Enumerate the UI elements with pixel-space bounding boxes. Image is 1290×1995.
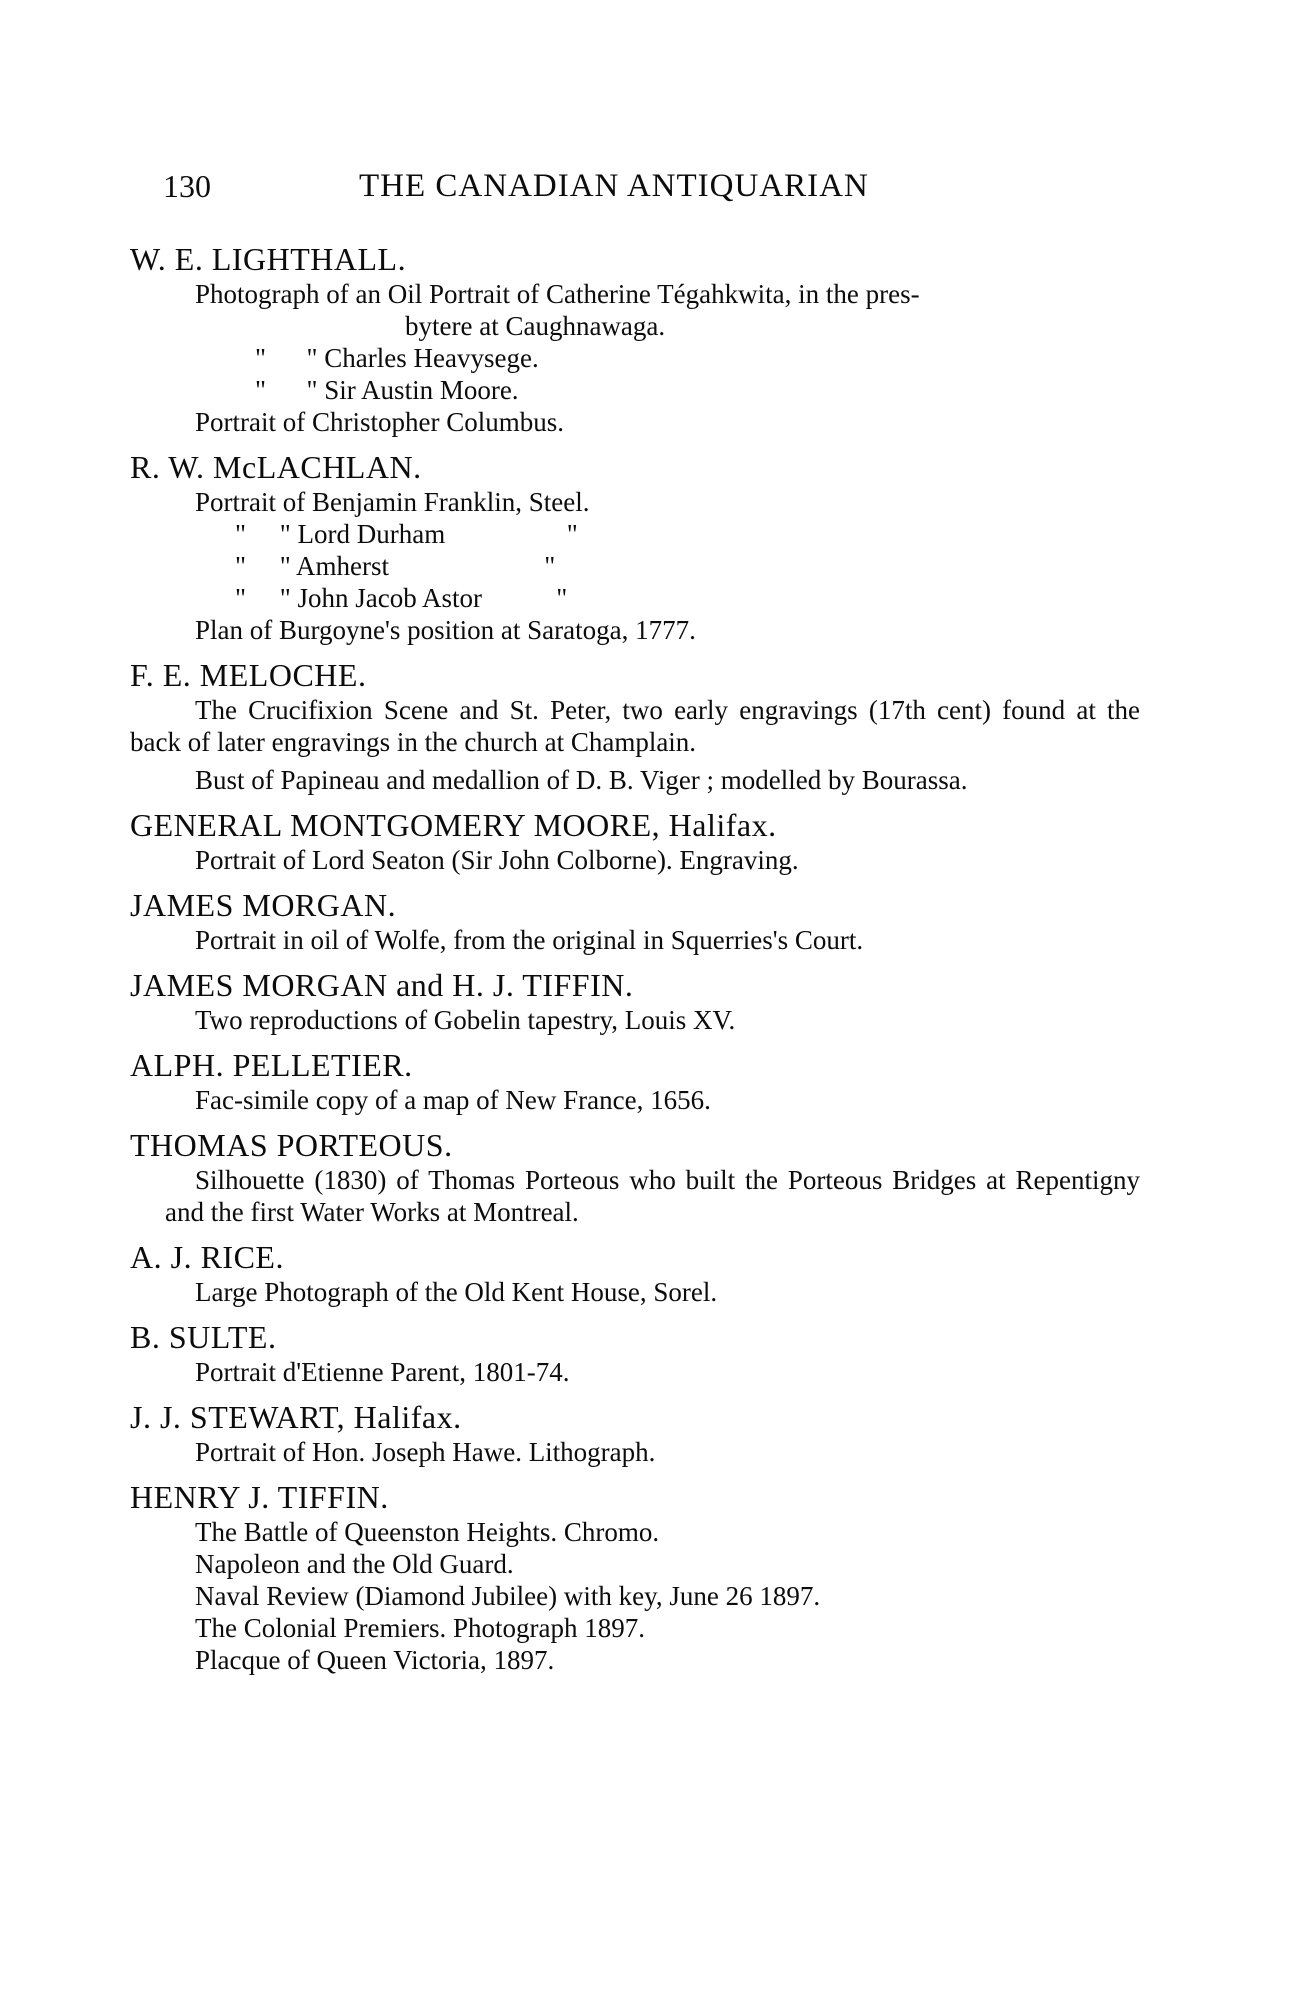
- item-line: Fac-simile copy of a map of New France, 1656.: [195, 1085, 711, 1115]
- item-line: Portrait of Benjamin Franklin, Steel.: [195, 487, 590, 517]
- donor-name: J. J. STEWART, Halifax.: [130, 1399, 462, 1435]
- item-line: Placque of Queen Victoria, 1897.: [195, 1645, 555, 1675]
- catalogue-list: [130, 240, 1170, 1676]
- entry-stewart: [130, 1398, 1170, 1468]
- donor-name: ALPH. PELLETIER.: [130, 1047, 413, 1083]
- item-line: " " Charles Heavysege.: [255, 343, 539, 373]
- donor-name: B. SULTE.: [130, 1319, 277, 1355]
- donor-name: THOMAS PORTEOUS.: [130, 1127, 453, 1163]
- item-line: The Battle of Queenston Heights. Chromo.: [195, 1517, 660, 1547]
- entry-morgan-tiffin: [130, 966, 1170, 1036]
- entry-moore: [130, 806, 1170, 876]
- entry-lighthall: [130, 240, 1170, 438]
- entry-porteous: [130, 1126, 1170, 1228]
- donor-name: F. E. MELOCHE.: [130, 657, 367, 693]
- item-line: The Colonial Premiers. Photograph 1897.: [195, 1613, 645, 1643]
- entry-tiffin: [130, 1478, 1170, 1676]
- entry-sulte: [130, 1318, 1170, 1388]
- entry-mclachlan: [130, 448, 1170, 646]
- donor-name: GENERAL MONTGOMERY MOORE, Halifax.: [130, 807, 777, 843]
- donor-name: JAMES MORGAN and H. J. TIFFIN.: [130, 967, 634, 1003]
- entry-morgan: [130, 886, 1170, 956]
- item-line: Plan of Burgoyne's position at Saratoga, 1777.: [195, 615, 696, 645]
- item-paragraph: Silhouette (1830) of Thomas Porteous who built the Porteous Bridges at Repentigny and the first Water Works at Montreal.: [165, 1165, 1140, 1227]
- donor-name: W. E. LIGHTHALL.: [130, 241, 407, 277]
- item-line: bytere at Caughnawaga.: [405, 311, 666, 341]
- item-line: " " Sir Austin Moore.: [255, 375, 519, 405]
- item-line: Portrait in oil of Wolfe, from the original in Squerries's Court.: [195, 925, 864, 955]
- running-title: THE CANADIAN ANTIQUARIAN: [359, 168, 869, 204]
- entry-pelletier: [130, 1046, 1170, 1116]
- item-line: Portrait of Lord Seaton (Sir John Colborne). Engraving.: [195, 845, 799, 875]
- item-line: Two reproductions of Gobelin tapestry, Louis XV.: [195, 1005, 736, 1035]
- item-paragraph: The Crucifixion Scene and St. Peter, two early engravings (17th cent) found at the back of later engravings in the church at Champlain.: [130, 695, 1140, 757]
- item-line: " " Lord Durham ": [235, 519, 578, 549]
- entry-rice: [130, 1238, 1170, 1308]
- item-line: Large Photograph of the Old Kent House, Sorel.: [195, 1277, 718, 1307]
- item-line: Napoleon and the Old Guard.: [195, 1549, 514, 1579]
- item-line: " " John Jacob Astor ": [235, 583, 568, 613]
- donor-name: A. J. RICE.: [130, 1239, 284, 1275]
- page-header: [163, 168, 1163, 208]
- item-line: " " Amherst ": [235, 551, 556, 581]
- donor-name: HENRY J. TIFFIN.: [130, 1479, 389, 1515]
- page-number: 130: [163, 168, 211, 204]
- donor-name: R. W. McLACHLAN.: [130, 449, 422, 485]
- entry-meloche: [130, 656, 1170, 796]
- item-line: Naval Review (Diamond Jubilee) with key, June 26 1897.: [195, 1581, 821, 1611]
- item-paragraph: Bust of Papineau and medallion of D. B. Viger ; modelled by Bourassa.: [195, 765, 968, 795]
- item-line: Portrait d'Etienne Parent, 1801-74.: [195, 1357, 570, 1387]
- item-line: Photograph of an Oil Portrait of Catherine Tégahkwita, in the pres-: [195, 279, 920, 309]
- item-line: Portrait of Christopher Columbus.: [195, 407, 564, 437]
- donor-name: JAMES MORGAN.: [130, 887, 397, 923]
- item-line: Portrait of Hon. Joseph Hawe. Lithograph.: [195, 1437, 656, 1467]
